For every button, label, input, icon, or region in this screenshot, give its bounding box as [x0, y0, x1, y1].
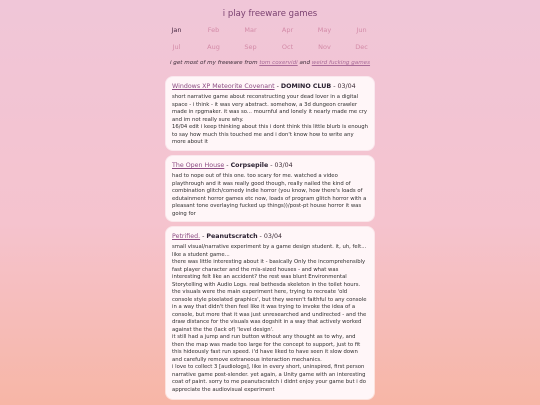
entry-dev: DOMINO CLUB [280, 83, 332, 90]
month-link-aug[interactable]: Aug [207, 43, 220, 51]
entry-date: - 03/04 [257, 233, 282, 240]
entry-text: had to nope out of this one. too scary for me. watched a video playthrough and it was really good though, really nailed the kind of combination glitch/comedy indie horror (you know, how there's loads of edutainment horror games etc now, loads of program glitch horror with a pleasant tone overlaying fucked up things))/post-pt house horror it was going for [172, 173, 367, 217]
month-link-mar[interactable]: Mar [244, 26, 257, 34]
entry-game-link[interactable]: Windows XP Meteorite Covenant [172, 83, 275, 90]
intro-mid: and [297, 60, 312, 66]
entry-header [172, 232, 368, 241]
month-link-nov[interactable]: Nov [318, 43, 331, 51]
month-link-may[interactable]: May [317, 26, 332, 34]
month-link-sep[interactable]: Sep [244, 43, 257, 51]
month-link-feb[interactable]: Feb [207, 26, 220, 34]
entry-text: small visual/narrative experiment by a game design student. it, uh, felt... like a student game... [172, 244, 367, 258]
entry-sep: - [200, 233, 207, 240]
entry-text: the visuals were the main experiment here, trying to recreate 'old console style pixelated graphics', but they weren't faithful to any console in a way that didn't then feel like it was trying to invoke the idea of a console, but more that it was just unresearched and undirected - and the draw distance for the visuals was dogshit in a way that actively worked against the the (lack of) 'level design'. [172, 289, 367, 333]
entry-date: - 03/04 [268, 162, 293, 169]
entry-text: it still had a jump and run button without any thought as to why, and then the map was made too large for the concept to support, just to fit this hideously fast run speed. i'd have liked to have seen it slow down and carefully remove extraneous interaction mechanics. [172, 334, 361, 363]
entry-sep: - [274, 83, 281, 90]
entry-text: 16/04 edit i keep thinking about this i dont think this little blurb is enough to say how much this touched me and i don't know how to write any more about it [172, 124, 368, 145]
entry-sep: - [224, 162, 231, 169]
intro-link-1[interactable]: tom coxervidi [259, 60, 298, 66]
intro-text [0, 60, 540, 66]
intro-link-2[interactable]: weird fucking games [311, 60, 371, 66]
month-link-jan[interactable]: Jan [171, 26, 182, 34]
entry-text: short narrative game about reconstructing your dead lover in a digital space - i think - it was very abstract. somehow, a 3d dungeon crawler made in rpgmaker. it was so... mournful and lonely it nearly made me cry and im not really sure why. [172, 94, 368, 123]
intro-prefix: i get most of my freeware from [169, 60, 260, 66]
entry-card [166, 77, 374, 150]
entry-game-link[interactable]: Petrified. [172, 233, 201, 240]
month-nav [158, 26, 380, 51]
entry-dev: Peanutscratch [206, 233, 258, 240]
month-link-jun[interactable]: Jun [356, 26, 367, 34]
entry-header [172, 161, 368, 170]
entry-card [166, 227, 374, 399]
entry-dev: Corpsepile [230, 162, 269, 169]
month-link-jul[interactable]: Jul [172, 43, 181, 51]
entry-date: - 03/04 [331, 83, 356, 90]
entry-text: there was little interesting about it - basically Only the incomprehensibly fast player character and the mis-sized houses - and what was interesting felt like an accident? the rest was blunt Environmental Storytelling with Audio Logs. real bethesda skeleton in the toilet hours. [172, 259, 366, 288]
entry-text: i love to collect 3 [audiologs], like in every short, uninspired, first person narrative game post-slender. yet again, a Unity game with an interesting coat of paint. sorry to me peanutscratch i didnt enjoy your game but i do appreciate the audiovisual experiment [172, 364, 366, 393]
month-link-apr[interactable]: Apr [281, 26, 294, 34]
entry-card [166, 156, 374, 221]
month-link-dec[interactable]: Dec [355, 43, 368, 51]
page-title: i play freeware games [222, 9, 318, 19]
entry-header [172, 82, 368, 91]
month-link-oct[interactable]: Oct [281, 43, 294, 51]
entry-game-link[interactable]: The Open House [172, 162, 225, 169]
